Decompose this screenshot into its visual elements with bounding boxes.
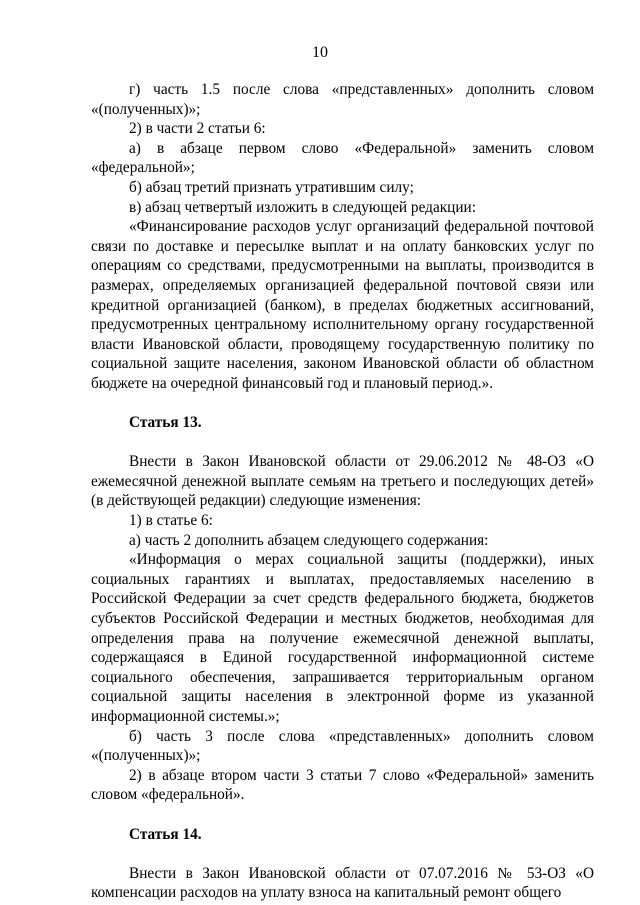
paragraph: в) абзац четвертый изложить в следующей редакции: xyxy=(129,198,476,216)
paragraph: «Финансирование расходов услуг организаций федеральной почтовой связи по доставке и пересылке выплат и на оплату банковских услуг по операциям со средствами, предусмотренными на выплаты, производится в размерах, определяемых организацией федеральной почтовой связи или кредитной организацией (банком), в пределах бюджетных ассигнований, предусмотренных центральному исполнительному органу государственной власти Ивановской области, проводящему государственную политику по социальной защите населения, законом Ивановской области об областном бюджете на очередной финансовый год и плановый период.». xyxy=(91,218,594,392)
paragraph: Внести в Закон Ивановской области от 29.06.2012 № 48-ОЗ «О ежемесячной денежной выплате семьям на третьего и последующих детей» (в действующей редакции) следующие изменения: xyxy=(91,453,594,510)
paragraph: г) часть 1.5 после слова «представленных» дополнить словом «(полученных)»; xyxy=(91,81,594,118)
article-heading: Статья 13. xyxy=(129,414,202,432)
paragraph: б) часть 3 после слова «представленных» дополнить словом «(полученных)»; xyxy=(91,727,594,765)
paragraph: а) в абзаце первом слово «Федеральной» заменить словом «федеральной»; xyxy=(91,139,594,177)
paragraph: а) часть 2 дополнить абзацем следующего содержания: xyxy=(129,531,489,549)
paragraph: 2) в части 2 статьи 6: xyxy=(129,120,266,138)
paragraph: Внести в Закон Ивановской области от 07.07.2016 № 53-ОЗ «О компенсации расходов на уплату взноса на капитальный ремонт общего xyxy=(91,864,594,902)
article-heading: Статья 14. xyxy=(129,825,202,843)
paragraph: 1) в статье 6: xyxy=(129,512,213,530)
paragraph: б) абзац третий признать утратившим силу; xyxy=(129,178,414,196)
document-body xyxy=(91,80,594,903)
page-number: 10 xyxy=(312,44,328,61)
paragraph: «Информация о мерах социальной защиты (поддержки), иных социальных гарантиях и выплатах, предоставляемых населению в Российской Федерации за счет средств федерального бюджета, бюджетов субъектов Российской Федерации и местных бюджетов, необходимая для определения права на получение ежемесячной денежной выплаты, содержащаяся в Единой государственной информационной системе социального обеспечения, запрашивается территориальным органом социальной защиты населения в электронной форме из указанной информационной системы.»; xyxy=(91,551,594,725)
paragraph: 2) в абзаце втором части 3 статьи 7 слово «Федеральной» заменить словом «федеральной». xyxy=(91,766,594,804)
